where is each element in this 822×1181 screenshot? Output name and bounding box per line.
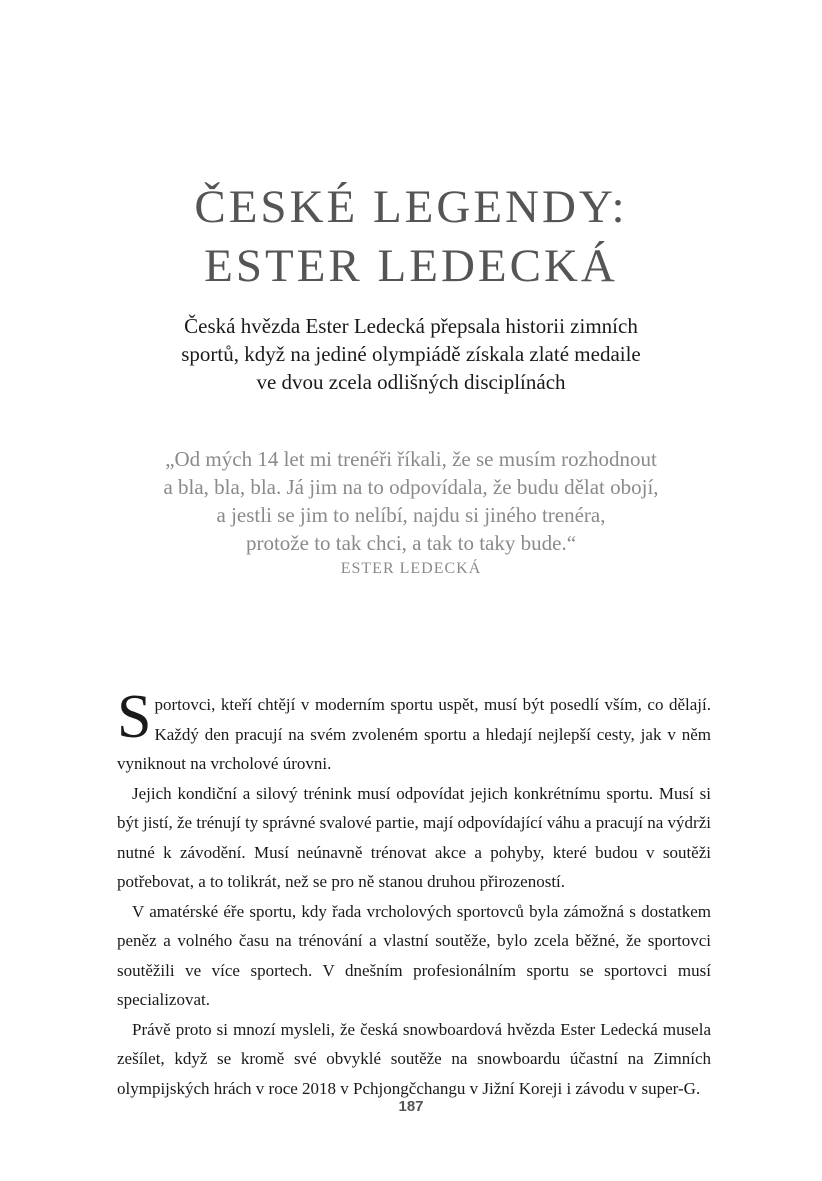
subtitle-line-3: ve dvou zcela odlišných disciplínách bbox=[256, 370, 566, 394]
body-text bbox=[117, 683, 711, 1103]
paragraph-1-text: portovci, kteří chtějí v moderním sportu uspět, musí být posedlí vším, co dělají. Každý den pracují na svém zvoleném sportu a hledají nejlepší cesty, jak v něm vyniknout na vrcholové úrovni. bbox=[117, 695, 711, 773]
chapter-subtitle bbox=[120, 312, 702, 396]
paragraph-4: Právě proto si mnozí mysleli, že česká snowboardová hvězda Ester Ledecká musela zešílet, když se kromě své obvyklé soutěže na snowboardu účastní na Zimních olympijských hrách v roce 2018 v Pchjongčchangu v Jižní Koreji i závodu v super-G. bbox=[117, 1019, 711, 1098]
chapter-title-line-2: ESTER LEDECKÁ bbox=[204, 240, 618, 292]
paragraph-1 bbox=[117, 683, 711, 779]
page-number: 187 bbox=[398, 1098, 424, 1115]
quote-line-3: a jestli se jim to nelíbí, najdu si jiného trenéra, bbox=[216, 503, 606, 527]
paragraph-2: Jejich kondiční a silový trénink musí odpovídat jejich konkrétnímu sportu. Musí si být jistí, že trénují ty správné svalové partie, mají odpovídající váhu a pracují na výdrži nutné k závodění. Musí neúnavně trénovat akce a pohyby, které budou v soutěži potřebovat, a to tolikrát, než se pro ně stanou druhou přirozeností. bbox=[117, 783, 711, 891]
drop-cap: S bbox=[117, 683, 152, 751]
chapter-title bbox=[0, 178, 822, 296]
subtitle-line-1: Česká hvězda Ester Ledecká přepsala historii zimních bbox=[184, 314, 638, 338]
subtitle-line-2: sportů, když na jediné olympiádě získala zlaté medaile bbox=[181, 342, 641, 366]
quote-line-1: „Od mých 14 let mi trenéři říkali, že se musím rozhodnout bbox=[165, 447, 657, 471]
quote-line-2: a bla, bla, bla. Já jim na to odpovídala, že budu dělat obojí, bbox=[163, 475, 659, 499]
paragraph-3: V amatérské éře sportu, kdy řada vrcholových sportovců byla zámožná s dostatkem peněz a volného času na trénování a vlastní soutěže, bylo zcela běžné, že sportovci soutěžili ve více sportech. V dnešním profesionálním sportu se sportovci musí specializovat. bbox=[117, 901, 711, 1009]
quote-author: ESTER LEDECKÁ bbox=[340, 560, 482, 577]
epigraph-quote bbox=[110, 445, 712, 557]
chapter-title-line-1: ČESKÉ LEGENDY: bbox=[194, 181, 628, 233]
quote-line-4: protože to tak chci, a tak to taky bude.“ bbox=[245, 531, 577, 555]
